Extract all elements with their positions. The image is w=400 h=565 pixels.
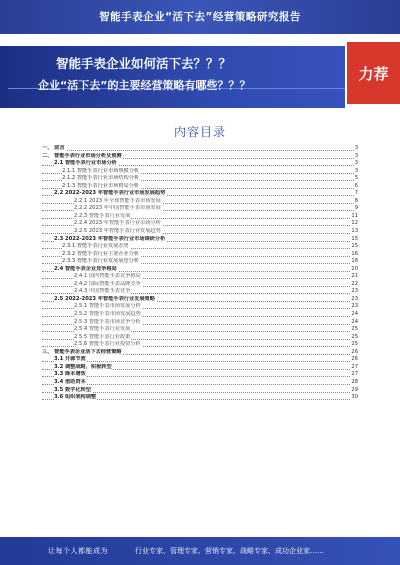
toc-entry-label: 3.5 数字化转型 [54, 386, 91, 393]
toc-entry[interactable] [42, 387, 358, 395]
toc-entry[interactable] [42, 258, 358, 266]
toc-entry-label: 2.1 智能手表行业市场分析 [54, 160, 117, 167]
toc-entry-page: 28 [351, 378, 358, 385]
toc-entry-page: 23 [351, 295, 358, 302]
toc-entry-label: 2.2.4 2023 年智能手表行业市场分析 [74, 220, 161, 227]
toc-entry-label: 2.5.1 智能手表市场发展分析 [74, 303, 141, 310]
toc-entry-page: 9 [354, 205, 358, 212]
toc-entry-label: 2.5.5 智能手表行业政策 [74, 333, 131, 340]
toc-entry-label: 2.5 2022-2023 年智能手表行业发展策略 [54, 295, 155, 302]
toc-entry[interactable] [42, 228, 358, 236]
toc-entry[interactable] [42, 349, 358, 357]
toc-entry-page: 3 [354, 160, 358, 167]
toc-entry-label: 2.4.3 中国智能手表竞争 [74, 288, 131, 295]
toc-leader-dots [42, 361, 358, 362]
toc-entry-label: 三、 智能手表企业活下去经营策略 [42, 348, 122, 355]
toc-entry-label: 一、 前言 [42, 145, 65, 151]
toc-entry-label: 2.5.6 智能手表行业投资分析 [74, 341, 141, 348]
toc-entry[interactable] [42, 288, 358, 296]
toc-entry[interactable] [42, 281, 358, 289]
toc-entry-page: 12 [351, 220, 358, 227]
toc-entry-label: 2.2.5 2023 年智能手表行业发展趋势 [74, 228, 161, 235]
toc-entry[interactable] [42, 394, 358, 402]
toc-entry-page: 21 [351, 273, 358, 280]
footer-bar [0, 537, 400, 565]
report-title: 智能手表企业“活下去”经营策略研究报告 [99, 11, 301, 23]
toc-entry-page: 24 [351, 311, 358, 318]
toc-entry[interactable] [42, 364, 358, 372]
toc-entry-page: 25 [351, 333, 358, 340]
toc-entry-page: 3 [354, 145, 358, 151]
toc-entry[interactable] [42, 356, 358, 364]
table-of-contents [42, 145, 358, 402]
toc-entry-page: 25 [351, 326, 358, 333]
toc-entry-page: 15 [351, 235, 358, 242]
toc-entry-label: 2.5.4 智能手表行业发展 [74, 326, 131, 333]
toc-entry[interactable] [42, 266, 358, 274]
toc-entry[interactable] [42, 220, 358, 228]
toc-entry-page: 8 [354, 197, 358, 204]
toc-entry[interactable] [42, 168, 358, 176]
toc-entry-label: 2.3.1 智能手表行业发展态势 [62, 243, 129, 250]
toc-entry[interactable] [42, 190, 358, 198]
toc-entry-page: 18 [351, 258, 358, 265]
toc-entry[interactable] [42, 205, 358, 213]
toc-entry-page: 27 [351, 363, 358, 370]
toc-entry-label: 2.4.1 国内智能手表竞争格局 [74, 273, 141, 280]
toc-entry-label: 2.1.3 智能手表行业市场格局分析 [62, 182, 140, 189]
hero-question-1: 智能手表企业如何活下去？？？ [56, 56, 232, 71]
toc-entry-page: 26 [351, 356, 358, 363]
toc-entry[interactable] [42, 273, 358, 281]
toc-entry-label: 2.2.3 智能手表行业发展 [74, 212, 131, 219]
toc-entry-label: 2.3.2 智能手表行业主要企业分析 [62, 250, 140, 257]
toc-entry[interactable] [42, 213, 358, 221]
toc-entry-label: 2.2 2022-2023 年智能手表行业市场发展趋势 [54, 190, 166, 197]
toc-entry-label: 2.3.3 智能手表行业发展展望分析 [62, 258, 140, 265]
toc-entry[interactable] [42, 303, 358, 311]
toc-entry-label: 2.5.3 智能手表市场竞争分析 [74, 318, 141, 325]
toc-entry-page: 26 [351, 348, 358, 355]
toc-title: 内容目录 [173, 125, 226, 139]
toc-entry[interactable] [42, 160, 358, 168]
toc-entry-label: 2.5.2 智能手表市场发展趋势 [74, 311, 141, 318]
toc-entry[interactable] [42, 334, 358, 342]
toc-entry[interactable] [42, 236, 358, 244]
toc-entry-label: 3.1 开源节流 [54, 356, 86, 363]
toc-entry-label: 2.1.2 智能手表行业市场结构分析 [62, 175, 140, 182]
toc-entry-label: 3.6 组织架构调整 [54, 394, 97, 401]
hero-question-2: 企业“活下去”的主要经营策略有哪些？？？ [38, 79, 251, 92]
toc-entry[interactable] [42, 243, 358, 251]
toc-entry-label: 2.2.1 2023 年全球智能手表市场发展 [74, 197, 161, 204]
toc-leader-dots [42, 376, 358, 377]
toc-entry-page: 20 [351, 265, 358, 272]
toc-entry-page: 23 [351, 288, 358, 295]
toc-entry-label: 3.4 借助资本 [54, 378, 86, 385]
toc-entry-label: 二、 智能手表行业市场分析及预测 [42, 152, 122, 159]
toc-entry[interactable] [42, 198, 358, 206]
brand-badge: 力荐 [347, 42, 400, 104]
toc-entry-page: 13 [351, 228, 358, 235]
hero-banner [0, 42, 400, 110]
toc-entry[interactable] [42, 371, 358, 379]
toc-leader-dots [42, 150, 358, 151]
toc-entry[interactable] [42, 251, 358, 259]
toc-entry-label: 2.2.2 2023 年中国智能手表市场发展 [74, 205, 161, 212]
toc-entry-page: 23 [351, 303, 358, 310]
toc-entry[interactable] [42, 319, 358, 327]
toc-entry-page: 3 [354, 152, 358, 159]
toc-entry-page: 29 [351, 386, 358, 393]
toc-entry[interactable] [42, 341, 358, 349]
toc-entry[interactable] [42, 296, 358, 304]
toc-entry-page: 3 [354, 167, 358, 174]
toc-entry-label: 2.3 2022-2023 年智能手表行业市场调研分析 [54, 235, 166, 242]
toc-entry[interactable] [42, 175, 358, 183]
footer-slogan: 让每个人都能成为 [48, 547, 108, 555]
toc-entry-page: 6 [354, 182, 358, 189]
toc-entry-page: 27 [351, 371, 358, 378]
toc-entry-page: 16 [351, 250, 358, 257]
toc-entry-page: 30 [351, 394, 358, 401]
toc-entry-label: 3.3 降本增效 [54, 371, 86, 378]
toc-leader-dots [42, 384, 358, 385]
toc-entry[interactable] [42, 311, 358, 319]
toc-entry[interactable] [42, 145, 358, 153]
toc-entry-page: 24 [351, 318, 358, 325]
toc-entry-label: 2.4 智能手表企业竞争格局 [54, 265, 117, 272]
toc-entry[interactable] [42, 183, 358, 191]
toc-entry[interactable] [42, 153, 358, 161]
toc-entry-label: 2.4.2 国际智能手表品牌竞争 [74, 280, 141, 287]
toc-entry-page: 15 [351, 243, 358, 250]
toc-entry-page: 11 [351, 212, 358, 219]
footer-roles: 行业专家、管理专家、营销专家、战略专家、成功企业家…… [135, 547, 324, 555]
toc-entry-page: 5 [354, 175, 358, 182]
toc-entry-page: 7 [354, 190, 358, 197]
toc-entry-page: 22 [351, 280, 358, 287]
toc-entry-label: 3.2 调整战略，积极转型 [54, 363, 112, 370]
toc-entry[interactable] [42, 326, 358, 334]
toc-entry[interactable] [42, 379, 358, 387]
toc-entry-page: 25 [351, 341, 358, 348]
toc-entry-label: 2.1.1 智能手表行业市场规模分析 [62, 167, 140, 174]
